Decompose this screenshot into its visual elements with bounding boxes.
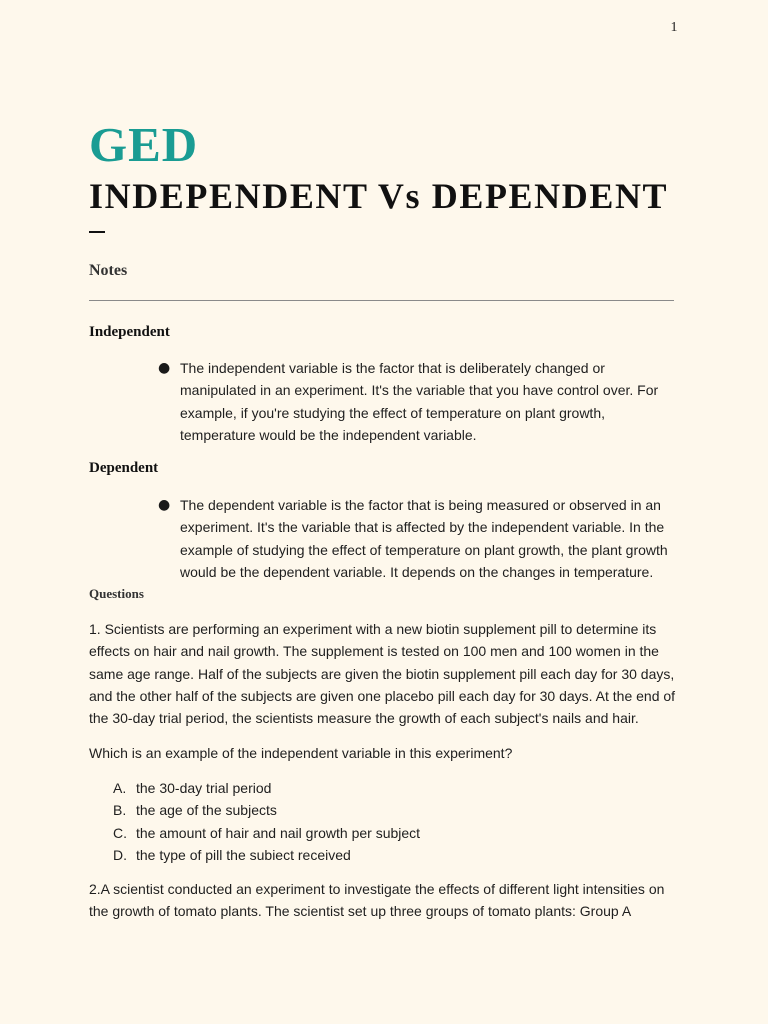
option-letter: C. <box>113 824 127 841</box>
page-number: 1 <box>670 20 678 35</box>
option-d <box>89 844 420 866</box>
option-text: the type of pill the subiect received <box>136 846 351 863</box>
option-letter: D. <box>113 846 127 863</box>
answer-options <box>89 777 420 866</box>
option-a <box>89 777 420 799</box>
option-b <box>89 799 420 821</box>
option-c <box>89 822 420 844</box>
ged-title: GED <box>89 117 199 172</box>
option-text: the 30-day trial period <box>136 780 272 796</box>
dependent-bullet-text: The dependent variable is the factor that is being measured or observed in an experiment. It's the variable that is affected by the independent variable. In the example of studying the effect of temperature on plant growth, the plant growth would be the dependent variable. It depends on the changes in temperature. <box>180 497 668 580</box>
bullet-icon: ● <box>158 360 171 376</box>
option-letter: B. <box>113 802 127 819</box>
bullet-icon: ● <box>158 497 171 513</box>
option-text: the amount of hair and nail growth per subject <box>136 824 421 841</box>
document-title: INDEPENDENT Vs DEPENDENT <box>89 176 669 216</box>
option-letter: A. <box>113 780 127 796</box>
independent-heading: Independent <box>89 324 170 340</box>
horizontal-rule <box>89 300 674 301</box>
notes-heading: Notes <box>89 262 128 279</box>
question-2-text: 2.A scientist conducted an experiment to investigate the effects of different light intensities on the growth of tomato plants. The scientist set up three groups of tomato plants: Group A <box>89 881 665 920</box>
question-1-text: 1. Scientists are performing an experiment with a new biotin supplement pill to determine its effects on hair and nail growth. The supplement is tested on 100 men and 100 women in the same age range. Half of the subjects are given the biotin supplement pill each day for 30 days, and the other half of the subjects are given one placebo pill each day for 30 days. At the end of the 30-day trial period, the scientists measure the growth of each subject's nails and hair. <box>89 621 676 727</box>
independent-bullet-text: The independent variable is the factor that is deliberately changed or manipulated in an experiment. It's the variable that you have control over. For example, if you're studying the effect of temperature on plant growth, temperature would be the independent variable. <box>180 360 659 443</box>
title-dash <box>89 231 105 233</box>
questions-heading: Questions <box>89 586 144 601</box>
question-1-prompt: Which is an example of the independent variable in this experiment? <box>89 745 513 761</box>
dependent-heading: Dependent <box>89 460 159 476</box>
option-text: the age of the subjects <box>136 802 277 819</box>
